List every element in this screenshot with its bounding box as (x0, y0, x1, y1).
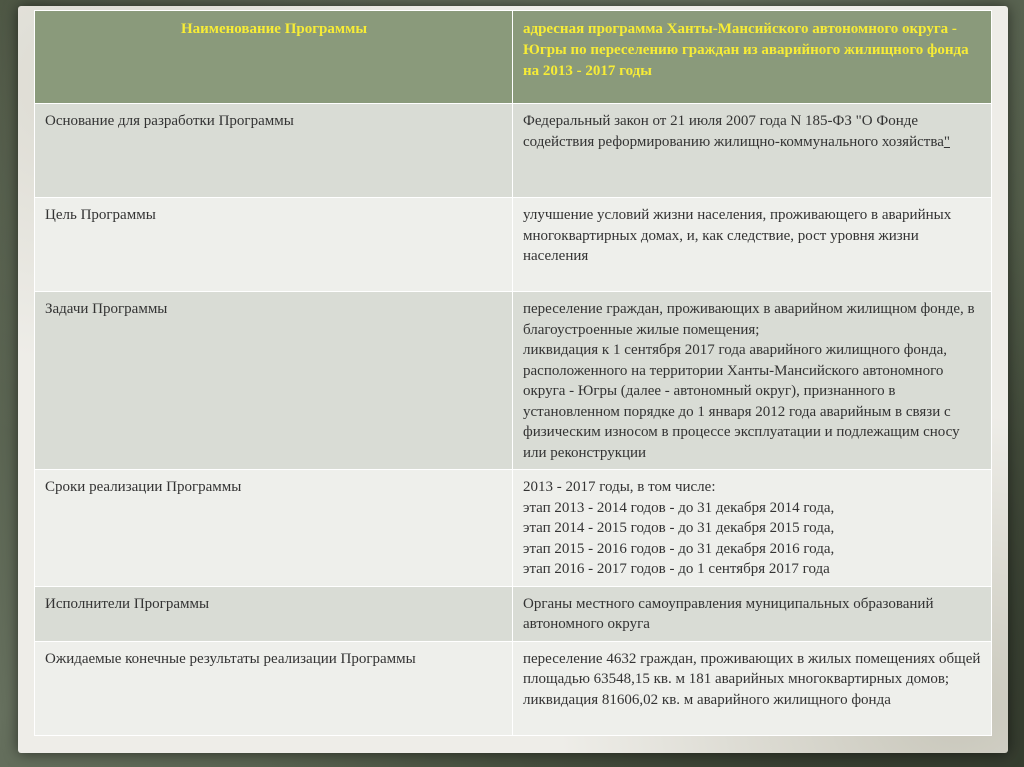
row-value (513, 470, 992, 587)
row-label: Исполнители Программы (35, 586, 513, 641)
row-value: Органы местного самоуправления муниципальных образований автономного округа (513, 586, 992, 641)
row-value-text: Федеральный закон от 21 июля 2007 года N 185-ФЗ "О Фонде содействия реформированию жилищно-коммунального хозяйства (523, 113, 944, 150)
table-row (35, 104, 992, 198)
table-row (35, 470, 992, 587)
row-value-line: этап 2016 - 2017 годов - до 1 сентября 2017 года (523, 561, 830, 577)
table-row (35, 292, 992, 470)
row-value-line: этап 2014 - 2015 годов - до 31 декабря 2015 года, (523, 520, 835, 536)
header-title-cell: адресная программа Ханты-Мансийского автономного округа - Югры по переселению граждан из аварийного жилищного фонда на 2013 - 2017 годы (513, 11, 992, 104)
row-value-line: переселение 4632 граждан, проживающих в жилых помещениях общей площадью 63548,15 кв. м 181 аварийных многоквартирных домов; (523, 650, 981, 687)
table-row (35, 641, 992, 735)
row-label: Сроки реализации Программы (35, 470, 513, 587)
row-label: Ожидаемые конечные результаты реализации Программы (35, 641, 513, 735)
program-passport-table (34, 10, 992, 736)
row-value-line: переселение граждан, проживающих в аварийном жилищном фонде, в благоустроенные жилые помещения; (523, 301, 975, 338)
table-header-row (35, 11, 992, 104)
row-value-line: этап 2013 - 2014 годов - до 31 декабря 2014 года, (523, 499, 835, 516)
row-value (513, 292, 992, 470)
row-label: Цель Программы (35, 198, 513, 292)
row-value (513, 641, 992, 735)
row-value-underlined-quote: " (943, 133, 950, 150)
row-value-line: ликвидация к 1 сентября 2017 года аварийного жилищного фонда, расположенного на территории Ханты-Мансийского автономного округа - Югры (далее - автономный округ), признанного в установленном порядке до 1 января 2012 года аварийным в связи с физическим износом в процессе эксплуатации и подлежащим сносу или реконструкции (523, 342, 960, 461)
row-value-line: ликвидация 81606,02 кв. м аварийного жилищного фонда (523, 691, 891, 708)
table-row (35, 198, 992, 292)
header-name-cell: Наименование Программы (35, 11, 513, 104)
row-value: улучшение условий жизни населения, проживающего в аварийных многоквартирных домах, и, как следствие, рост уровня жизни населения (513, 198, 992, 292)
row-value-line: этап 2015 - 2016 годов - до 31 декабря 2016 года, (523, 540, 835, 557)
row-value-line: 2013 - 2017 годы, в том числе: (523, 479, 716, 495)
row-label: Основание для разработки Программы (35, 104, 513, 198)
row-value (513, 104, 992, 198)
table-row (35, 586, 992, 641)
row-label: Задачи Программы (35, 292, 513, 470)
